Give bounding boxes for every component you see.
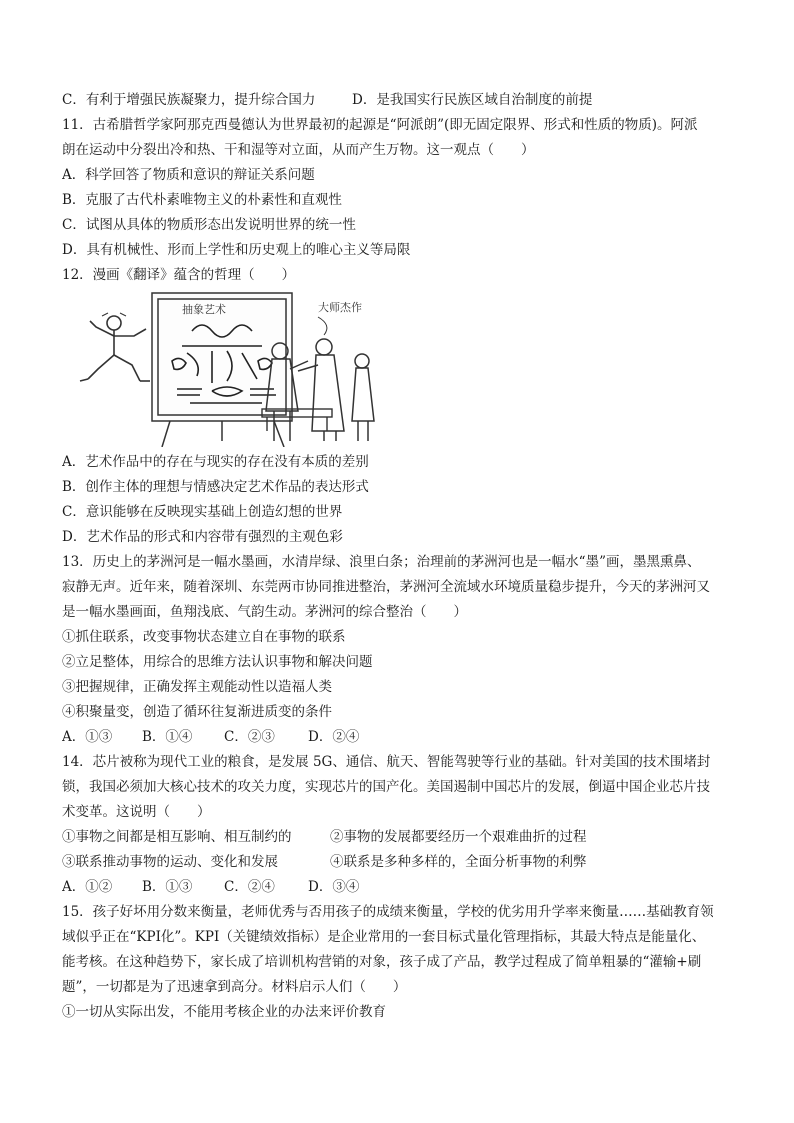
- q12-stem: 12．漫画《翻译》蕴含的哲理（ ）: [62, 267, 296, 283]
- q14-choices: [62, 875, 742, 900]
- q13-stem-line-1: 13．历史上的茅洲河是一幅水墨画，水清岸绿、浪里白条；治理前的茅洲河也是一幅水“墨”画，墨黑熏鼻、: [62, 554, 701, 570]
- q11-option-a: A．科学回答了物质和意识的辩证关系问题: [62, 167, 315, 183]
- q12-option-a: A．艺术作品中的存在与现实的存在没有本质的差别: [62, 454, 369, 470]
- q12-cartoon-drawing: [62, 291, 392, 447]
- q12-cartoon: [62, 291, 392, 447]
- q14-item-1: ①事物之间都是相互影响、相互制约的: [62, 829, 292, 845]
- q13-item-2: ②立足整体，用综合的思维方法认识事物和解决问题: [62, 654, 373, 670]
- q13-choice-b: B．①④: [142, 729, 193, 745]
- q14-stem-line-1: 14．芯片被称为现代工业的粮食，是发展 5G、通信、航天、智能驾驶等行业的基础。针对美国的技术围堵封: [62, 754, 711, 770]
- q10-option-c: C．有利于增强民族凝聚力，提升综合国力: [62, 92, 316, 108]
- q13-choice-c: C．②③: [224, 729, 275, 745]
- q13-choices: [62, 725, 742, 750]
- q14-stem-line-2: 锁，我国必须加大核心技术的攻关力度，实现芯片的国产化。美国遏制中国芯片的发展，倒逼中国企业芯片技: [62, 779, 710, 795]
- q13-stem-line-2: 寂静无声。近年来，随着深圳、东莞两市协同推进整治，茅洲河全流域水环境质量稳步提升，今天的茅洲河又: [62, 579, 710, 595]
- q14-items-12: [62, 825, 742, 850]
- q11-stem-line-2: 朗在运动中分裂出冷和热、干和湿等对立面，从而产生万物。这一观点（ ）: [62, 142, 535, 158]
- cartoon-board-text: 抽象艺术: [182, 303, 226, 316]
- q11-stem-line-1: 11．古希腊哲学家阿那克西曼德认为世界最初的起源是“阿派朗”(即无固定限界、形式和性质的物质)。阿派: [62, 117, 698, 133]
- q14-choice-a: A．①②: [62, 879, 113, 895]
- q15-item-1: ①一切从实际出发，不能用考核企业的办法来评价教育: [62, 1004, 386, 1020]
- q15-stem-line-1: 15．孩子好坏用分数来衡量，老师优秀与否用孩子的成绩来衡量，学校的优劣用升学率来衡量……基础教育领: [62, 904, 714, 920]
- q11-option-c: C．试图从具体的物质形态出发说明世界的统一性: [62, 217, 356, 233]
- q13-stem-line-3: 是一幅水墨画面，鱼翔浅底、气韵生动。茅洲河的综合整治（ ）: [62, 604, 467, 620]
- cartoon-caption-text: 大师杰作: [318, 301, 362, 314]
- q14-items-34: [62, 850, 742, 875]
- q15-stem-line-4: 题”，一切都是为了迅速拿到高分。材料启示人们（ ）: [62, 979, 407, 995]
- q13-item-1: ①抓住联系，改变事物状态建立自在事物的联系: [62, 629, 346, 645]
- q12-option-c: C．意识能够在反映现实基础上创造幻想的世界: [62, 504, 343, 520]
- q10-options-cd: [62, 88, 742, 113]
- q14-choice-d: D．③④: [308, 879, 360, 895]
- q14-stem-line-3: 术变革。这说明（ ）: [62, 804, 211, 820]
- q11-option-b: B．克服了古代朴素唯物主义的朴素性和直观性: [62, 192, 342, 208]
- exam-page: [62, 88, 742, 1025]
- q12-option-b: B．创作主体的理想与情感决定艺术作品的表达形式: [62, 479, 369, 495]
- q14-choice-c: C．②④: [224, 879, 275, 895]
- q12-option-d: D．艺术作品的形式和内容带有强烈的主观色彩: [62, 529, 343, 545]
- q14-choice-b: B．①③: [142, 879, 193, 895]
- q14-item-4: ④联系是多种多样的，全面分析事物的利弊: [330, 854, 587, 870]
- q11-option-d: D．具有机械性、形而上学性和历史观上的唯心主义等局限: [62, 242, 411, 258]
- q13-choice-a: A．①③: [62, 729, 113, 745]
- q15-stem-line-3: 能考核。在这种趋势下，家长成了培训机构营销的对象，孩子成了产品，教学过程成了简单粗暴的“灌输+刷: [62, 954, 702, 970]
- q10-option-d: D．是我国实行民族区域自治制度的前提: [352, 92, 593, 108]
- q13-item-3: ③把握规律，正确发挥主观能动性以造福人类: [62, 679, 332, 695]
- q13-choice-d: D．②④: [308, 729, 360, 745]
- q15-stem-line-2: 域似乎正在“KPI化”。KPI（关键绩效指标）是企业常用的一套目标式量化管理指标，其最大特点是能量化、: [62, 929, 706, 945]
- q14-item-2: ②事物的发展都要经历一个艰难曲折的过程: [330, 829, 587, 845]
- q14-item-3: ③联系推动事物的运动、变化和发展: [62, 854, 278, 870]
- q13-item-4: ④积聚量变，创造了循环往复渐进质变的条件: [62, 704, 332, 720]
